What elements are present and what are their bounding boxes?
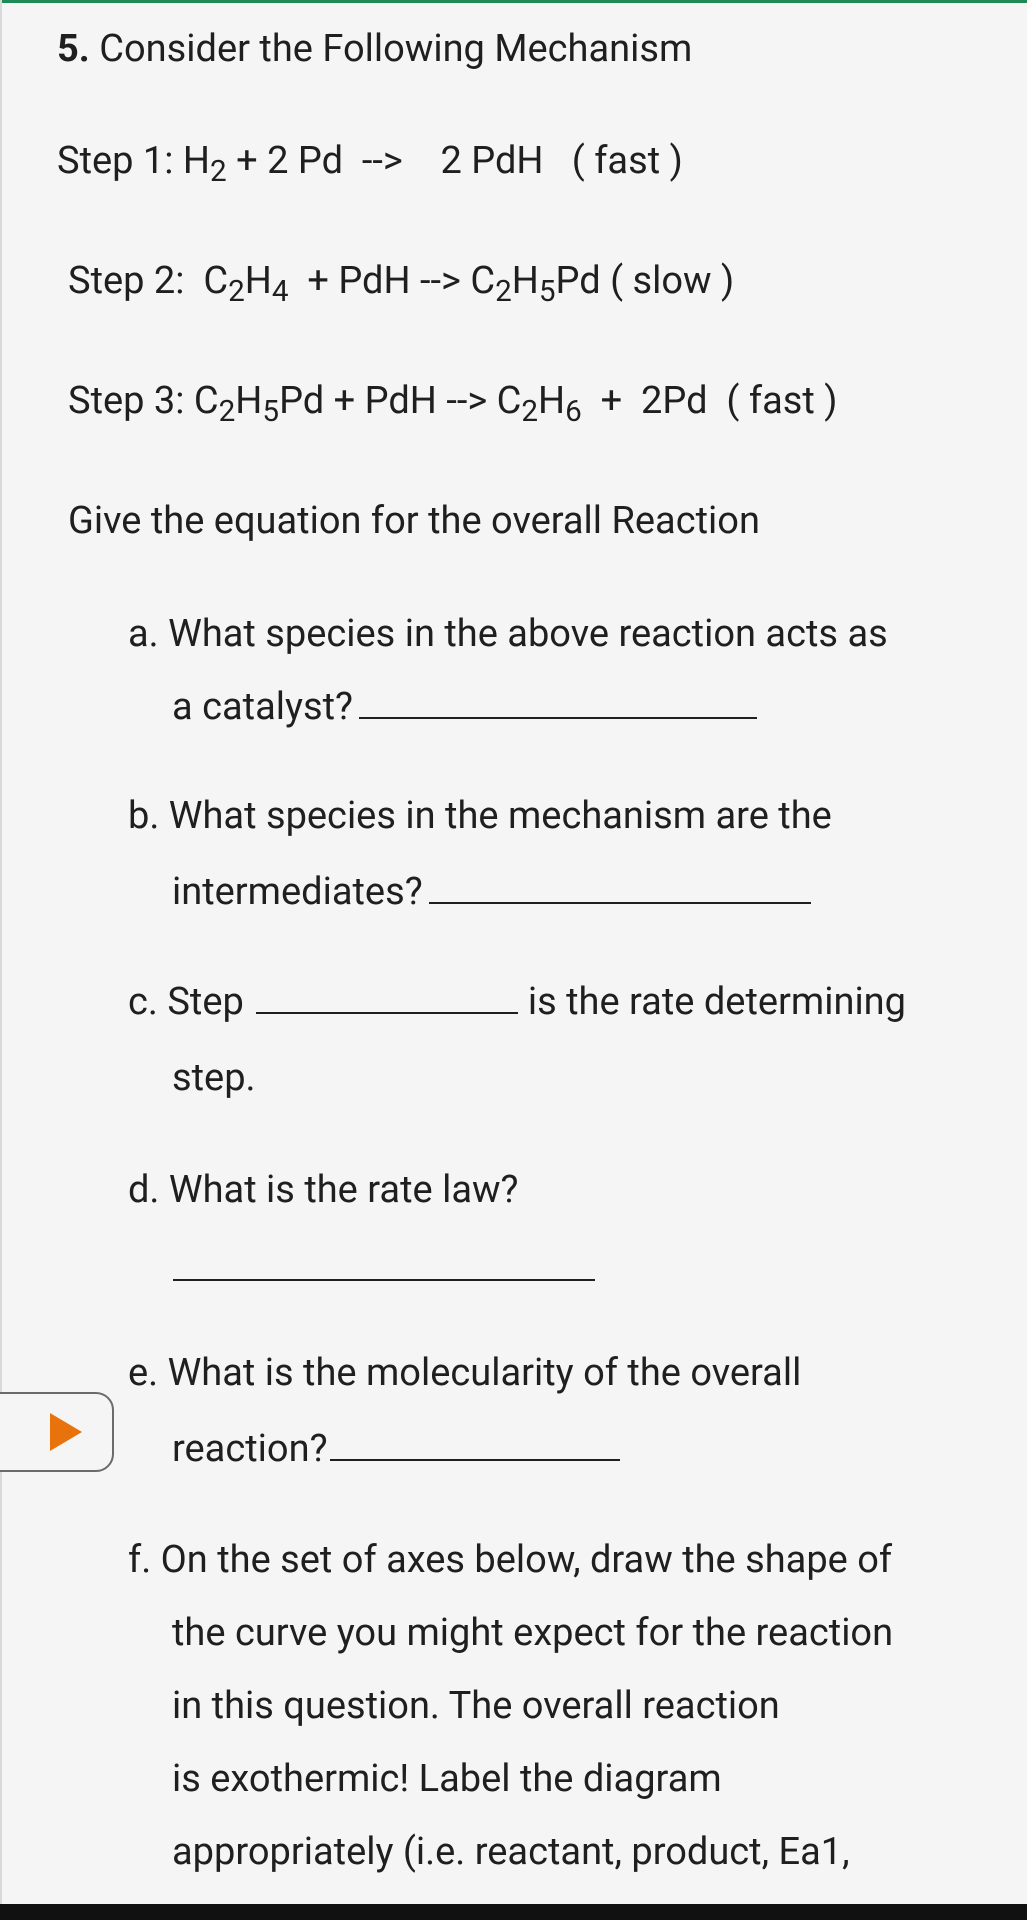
top-accent-bar	[0, 0, 1027, 3]
step-text: Pd + PdH --> C	[279, 379, 522, 423]
step-text: H	[538, 379, 566, 423]
mechanism-step-2	[68, 259, 735, 310]
part-e-answer-blank[interactable]	[330, 1459, 620, 1461]
step-text: H	[235, 379, 263, 423]
part-f-line1: f. On the set of axes below, draw the shape of	[128, 1538, 893, 1582]
part-f-line5: appropriately (i.e. reactant, product, Ea1,	[172, 1830, 850, 1874]
question-title-text: Consider the Following Mechanism	[99, 27, 693, 71]
part-f-line3: in this question. The overall reaction	[172, 1684, 780, 1728]
mechanism-step-3	[68, 379, 838, 430]
step-text: Pd ( slow )	[555, 259, 735, 303]
part-f-line4: is exothermic! Label the diagram	[172, 1757, 722, 1801]
subscript: 2	[521, 395, 539, 430]
step-text: Step 1: H	[57, 139, 211, 183]
subscript: 2	[210, 155, 227, 190]
part-b-question-line1: b. What species in the mechanism are the	[128, 794, 832, 838]
play-icon[interactable]	[50, 1413, 82, 1451]
step-text: + PdH --> C	[288, 259, 496, 303]
step-text: + 2Pd ( fast )	[581, 379, 838, 423]
subscript: 5	[262, 395, 280, 430]
part-a-question-line1: a. What species in the above reaction acts as	[128, 612, 888, 656]
part-e-question-line1: e. What is the molecularity of the overall	[128, 1351, 802, 1395]
part-c-text-pre: c. Step	[128, 980, 244, 1024]
subscript: 5	[538, 275, 556, 310]
step-text: H	[511, 259, 539, 303]
part-a-question-text: a catalyst?	[172, 685, 353, 729]
subscript: 2	[228, 275, 245, 310]
part-d-answer-blank[interactable]	[173, 1279, 595, 1281]
subscript: 2	[218, 395, 236, 430]
overall-reaction-prompt: Give the equation for the overall Reaction	[68, 499, 760, 543]
step-text: Step 3: C	[68, 379, 219, 423]
part-a-question-line2	[172, 685, 757, 729]
part-b-question-line2	[172, 870, 811, 914]
part-e-question-text: reaction?	[172, 1427, 328, 1471]
part-c-question-line2: step.	[172, 1056, 256, 1100]
part-b-question-text: intermediates?	[172, 870, 423, 914]
part-c-question-line1	[128, 980, 907, 1024]
part-e-question-line2	[172, 1427, 620, 1471]
subscript: 6	[565, 395, 582, 430]
subscript: 4	[271, 275, 289, 310]
mechanism-step-1	[57, 139, 683, 190]
step-text: H	[244, 259, 272, 303]
part-d-question-line1: d. What is the rate law?	[128, 1168, 519, 1212]
question-title	[57, 27, 693, 71]
left-border	[0, 0, 2, 1920]
subscript: 2	[495, 275, 512, 310]
part-c-answer-blank[interactable]	[256, 1012, 518, 1014]
part-c-text-post: is the rate determining	[527, 980, 907, 1024]
part-b-answer-blank[interactable]	[429, 902, 811, 904]
bottom-bar	[0, 1904, 1027, 1920]
part-a-answer-blank[interactable]	[359, 717, 757, 719]
step-text: Step 2: C	[68, 259, 229, 303]
question-number: 5.	[57, 27, 90, 71]
step-text: + 2 Pd --> 2 PdH ( fast )	[226, 139, 683, 183]
part-f-line2: the curve you might expect for the reaction	[172, 1611, 894, 1655]
